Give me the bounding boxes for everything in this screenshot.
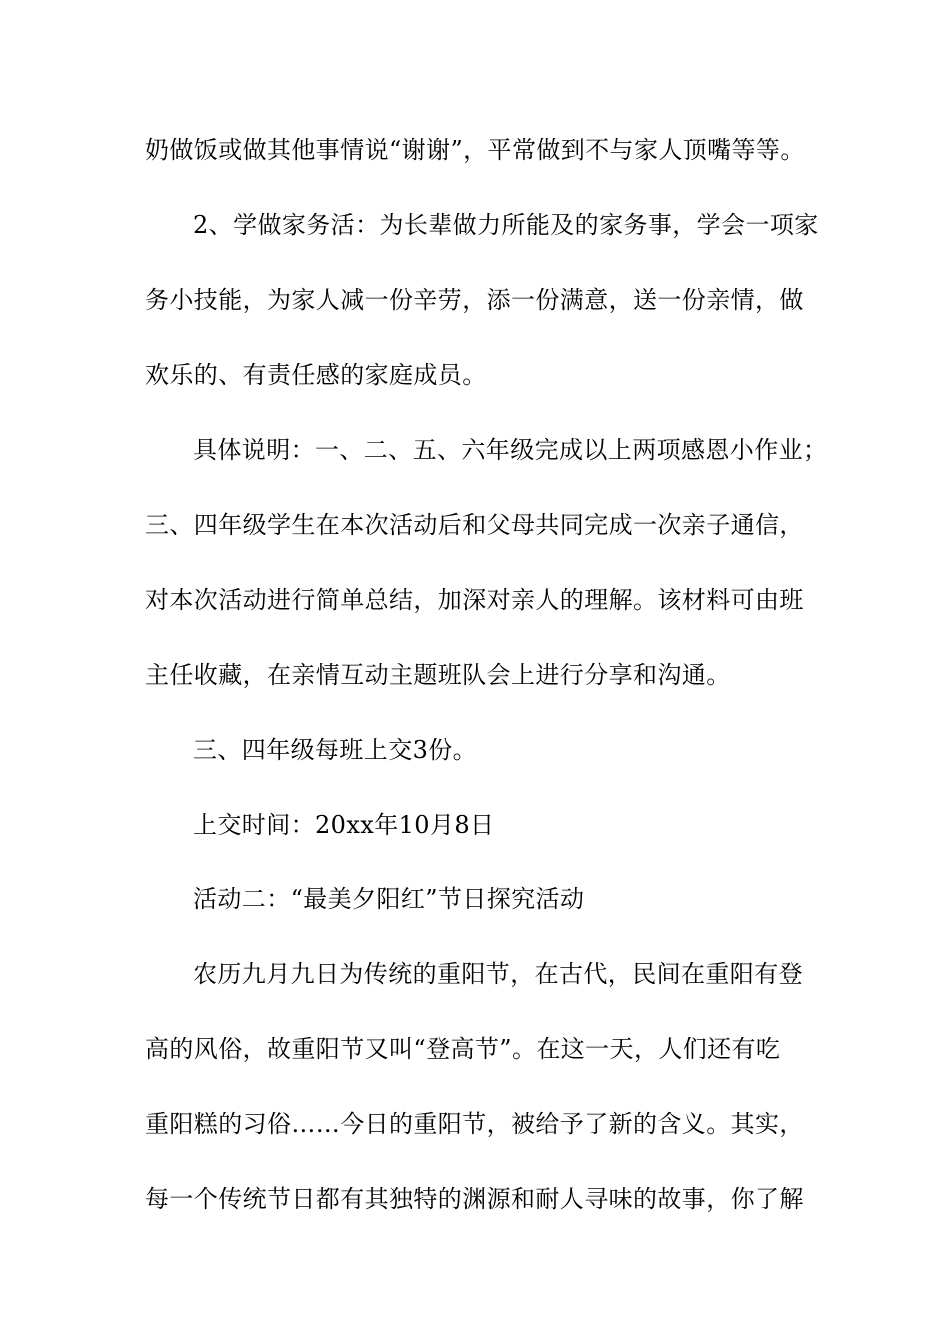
text-line: 上交时间：20xx年10月8日 [193,811,495,839]
text-line: 奶做饭或做其他事情说“谢谢”，平常做到不与家人顶嘴等等。 [145,136,805,164]
text-line: 三、四年级每班上交3份。 [193,736,478,764]
text-line: 每一个传统节日都有其独特的渊源和耐人寻味的故事，你了解 [145,1185,804,1213]
text-line: 欢乐的、有责任感的家庭成员。 [145,361,487,389]
text-line: 农历九月九日为传统的重阳节，在古代，民间在重阳有登 [193,960,803,988]
text-line: 三、四年级学生在本次活动后和父母共同完成一次亲子通信， [145,511,804,539]
text-line: 具体说明：一、二、五、六年级完成以上两项感恩小作业； [193,436,828,464]
text-line: 重阳糕的习俗……今日的重阳节，被给予了新的含义。其实， [145,1110,804,1138]
text-line: 高的风俗，故重阳节又叫“登高节”。在这一天，人们还有吃 [145,1035,781,1063]
text-line: 2、学做家务活：为长辈做力所能及的家务事，学会一项家 [193,211,819,239]
text-line: 务小技能，为家人减一份辛劳，添一份满意，送一份亲情，做 [145,286,804,314]
text-line: 对本次活动进行简单总结，加深对亲人的理解。该材料可由班 [145,586,804,614]
text-line: 主任收藏，在亲情互动主题班队会上进行分享和沟通。 [145,661,731,689]
text-line: 活动二：“最美夕阳红”节日探究活动 [193,885,585,913]
